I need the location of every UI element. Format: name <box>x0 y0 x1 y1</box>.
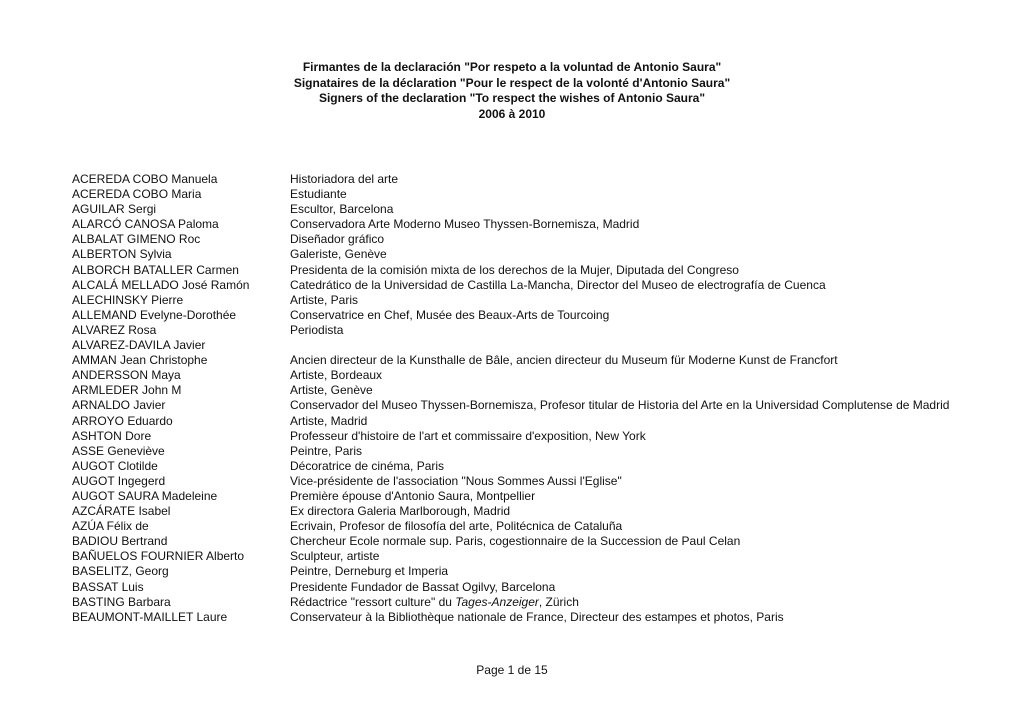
signer-role <box>290 368 382 383</box>
signer-role <box>290 172 398 187</box>
signer-row <box>72 247 972 262</box>
signer-role-text: Conservadora Arte Moderno Museo Thyssen-Bornemisza, Madrid <box>290 217 640 232</box>
signer-name: ASSE Geneviève <box>72 443 165 458</box>
signer-role <box>290 398 949 413</box>
signer-row <box>72 202 972 217</box>
signer-role <box>290 444 362 459</box>
signer-name: ALVAREZ Rosa <box>72 322 157 337</box>
signer-row <box>72 368 972 383</box>
signer-role <box>290 564 448 579</box>
signer-row <box>72 564 972 579</box>
signer-row <box>72 217 972 232</box>
signer-role-text: Artiste, Madrid <box>290 413 368 428</box>
signer-row <box>72 232 972 247</box>
signer-name: AUGOT Clotilde <box>72 458 158 473</box>
signer-name: BEAUMONT-MAILLET Laure <box>72 609 228 624</box>
title-spanish: Firmantes de la declaración "Por respeto a la voluntad de Antonio Saura" <box>302 60 722 74</box>
title-french: Signataires de la déclaration "Pour le respect de la volonté d'Antonio Saura" <box>293 75 731 90</box>
signer-row <box>72 353 972 368</box>
signer-role-text: Ex directora Galeria Marlborough, Madrid <box>290 504 511 519</box>
signer-role <box>290 232 384 247</box>
signer-row <box>72 383 972 398</box>
signer-row <box>72 595 972 610</box>
signer-name: AGUILAR Sergi <box>72 202 157 217</box>
declaration-heading <box>0 60 1024 122</box>
signer-row <box>72 519 972 534</box>
signer-name: ALBERTON Sylvia <box>72 247 172 262</box>
signer-name: ARNALDO Javier <box>72 398 166 413</box>
signer-role-text: Diseñador gráfico <box>290 232 385 247</box>
signer-role <box>290 549 379 564</box>
signer-row <box>72 398 972 413</box>
signer-role <box>290 474 622 489</box>
publication-title: Tages-Anzeiger <box>455 594 539 609</box>
signer-role <box>290 247 387 262</box>
signer-row <box>72 187 972 202</box>
signer-role-text-after: , Zürich <box>538 594 579 609</box>
signer-name: BAÑUELOS FOURNIER Alberto <box>72 549 245 564</box>
signer-role <box>290 534 740 549</box>
signer-row <box>72 489 972 504</box>
signer-role-text: Vice-présidente de l'association "Nous Sommes Aussi l'Eglise" <box>290 473 622 488</box>
signer-role <box>290 202 393 217</box>
signer-role-text: Presidenta de la comisión mixta de los derechos de la Mujer, Diputada del Congreso <box>290 262 739 277</box>
signer-role-text: Professeur d'histoire de l'art et commissaire d'exposition, New York <box>290 428 646 443</box>
signer-role <box>290 353 838 368</box>
signer-role <box>290 187 347 202</box>
signer-name: ALVAREZ-DAVILA Javier <box>72 338 206 353</box>
signer-row <box>72 323 972 338</box>
signer-name: BASSAT Luis <box>72 579 144 594</box>
signer-name: ARROYO Eduardo <box>72 413 173 428</box>
signer-role <box>290 580 555 595</box>
signer-role <box>290 308 609 323</box>
signer-role-text: Chercheur Ecole normale sup. Paris, cogestionnaire de la Succession de Paul Celan <box>290 534 741 549</box>
signer-name: ACEREDA COBO Maria <box>72 187 202 202</box>
signer-name: ALARCÓ CANOSA Paloma <box>72 217 219 232</box>
signer-role <box>290 504 510 519</box>
signer-name: ALECHINSKY Pierre <box>72 292 184 307</box>
signer-row <box>72 308 972 323</box>
signer-row <box>72 338 972 353</box>
signer-role-text: Sculpteur, artiste <box>290 549 380 564</box>
signer-role-text: Ancien directeur de la Kunsthalle de Bâle, ancien directeur du Museum für Moderne Kunst de Francfort <box>290 353 838 368</box>
signer-role-text: Peintre, Derneburg et Imperia <box>290 564 449 579</box>
signer-row <box>72 534 972 549</box>
signer-row <box>72 278 972 293</box>
signer-name: AUGOT Ingegerd <box>72 473 166 488</box>
signer-role-text: Conservateur à la Bibliothèque nationale de France, Directeur des estampes et photos, Paris <box>290 609 784 624</box>
signer-role-text: Conservatrice en Chef, Musée des Beaux-Arts de Tourcoing <box>290 307 610 322</box>
signer-row <box>72 263 972 278</box>
signer-name: AZCÁRATE Isabel <box>72 504 171 519</box>
signer-role <box>290 610 784 625</box>
signer-name: ACEREDA COBO Manuela <box>72 172 218 186</box>
signer-row <box>72 293 972 308</box>
signer-name: AZÚA Félix de <box>72 519 149 534</box>
signer-name: AMMAN Jean Christophe <box>72 353 208 368</box>
signer-role-text: Artiste, Bordeaux <box>290 368 383 383</box>
signer-name: BADIOU Bertrand <box>72 534 168 549</box>
signer-role <box>290 519 622 534</box>
signer-role-text: Conservador del Museo Thyssen-Bornemisza, Profesor titular de Historia del Arte en la Universidad Complutense de Madrid <box>290 398 950 413</box>
signer-role <box>290 278 826 293</box>
signer-role-text: Escultor, Barcelona <box>290 202 394 217</box>
signer-role-text: Décoratrice de cinéma, Paris <box>290 458 445 473</box>
signer-role-text: Historiadora del arte <box>290 172 399 186</box>
signer-row <box>72 429 972 444</box>
page-number: Page 1 de 15 <box>476 663 548 677</box>
signer-name: ALBORCH BATALLER Carmen <box>72 262 239 277</box>
signer-role <box>290 217 639 232</box>
signer-role <box>290 489 535 504</box>
signer-role <box>290 323 343 338</box>
signer-role-text: Presidente Fundador de Bassat Ogilvy, Barcelona <box>290 579 556 594</box>
signer-role-text: Première épouse d'Antonio Saura, Montpellier <box>290 488 536 503</box>
signer-name: ALCALÁ MELLADO José Ramón <box>72 277 250 292</box>
signer-row <box>72 414 972 429</box>
signer-role <box>290 293 358 308</box>
signer-name: BASTING Barbara <box>72 594 171 609</box>
signer-name: BASELITZ, Georg <box>72 564 169 579</box>
signer-row <box>72 549 972 564</box>
signer-name: ALBALAT GIMENO Roc <box>72 232 201 247</box>
signer-role-text: Ecrivain, Profesor de filosofía del arte, Politécnica de Cataluña <box>290 519 623 534</box>
signer-role <box>290 383 373 398</box>
signer-row <box>72 474 972 489</box>
title-english: Signers of the declaration "To respect the wishes of Antonio Saura" <box>318 91 706 105</box>
signer-role <box>290 429 646 444</box>
signer-name: AUGOT SAURA Madeleine <box>72 488 218 503</box>
signer-role-text: Artiste, Paris <box>290 292 359 307</box>
signer-role-text: Peintre, Paris <box>290 443 363 458</box>
signer-row <box>72 172 972 187</box>
signer-role-text: Rédactrice "ressort culture" du <box>290 594 456 609</box>
signer-row <box>72 459 972 474</box>
signer-list <box>72 172 972 625</box>
signer-role <box>290 595 579 610</box>
signer-role-text: Catedrático de la Universidad de Castilla La-Mancha, Director del Museo de electrografía de Cuenca <box>290 277 826 292</box>
signer-row <box>72 504 972 519</box>
title-years: 2006 à 2010 <box>478 106 546 121</box>
signer-row <box>72 610 972 625</box>
signer-name: ARMLEDER John M <box>72 383 182 398</box>
signer-role <box>290 459 444 474</box>
signer-row <box>72 580 972 595</box>
signer-role-text: Galeriste, Genève <box>290 247 387 262</box>
signer-role <box>290 414 367 429</box>
signer-name: ANDERSSON Maya <box>72 368 181 383</box>
signer-row <box>72 444 972 459</box>
signer-name: ASHTON Dore <box>72 428 152 443</box>
signer-role <box>290 263 739 278</box>
signer-role-text: Artiste, Genève <box>290 383 373 398</box>
signer-role-text: Estudiante <box>290 187 347 202</box>
signer-role-text: Periodista <box>290 322 344 337</box>
signer-name: ALLEMAND Evelyne-Dorothée <box>72 307 237 322</box>
